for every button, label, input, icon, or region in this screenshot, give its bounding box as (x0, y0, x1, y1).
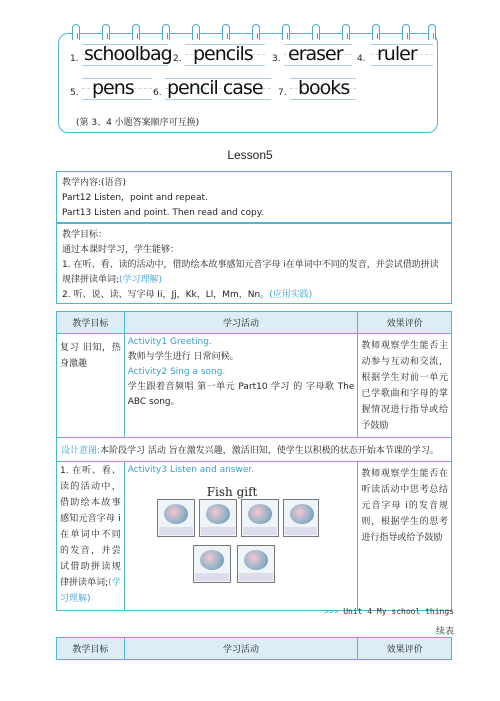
row1-evaluation: 教师观察学生能否主动参与互动和交流，根据学生对前一单元已学歌曲和字母的掌握情况进行指导或给予鼓励 (361, 341, 448, 431)
content-heading: 教学内容:(语音) (62, 178, 127, 188)
vocab-number: 2. (173, 54, 182, 64)
goal-1-cont: 规律拼读单词; (62, 275, 120, 285)
row2-evaluation: 教师观察学生能否在听读活动中思考总结元音字母 i的发音规则，根据学生的思考进行指导或给予鼓励 (361, 469, 448, 543)
activity3-title: Activity3 Listen and answer. (127, 465, 255, 475)
design-intent-text: 本阶段学习 活动 旨在激发兴趣，激活旧知，使学生以积极的状态开始本节课的学习。 (100, 446, 439, 456)
answer-order-note: (第 3、4 小题答案顺序可互换) (76, 118, 200, 128)
vocab-word: schoolbag (84, 43, 172, 65)
row2-goal: 1. 在听、看、读的活动中，借助绘本故事感知元音字母 i在单词中不同的发音，并尝试借助拼读规律拼读单词; (60, 466, 121, 588)
content-part12: Part12 Listen，point and repeat. (62, 193, 208, 203)
vocab-number: 7. (278, 88, 287, 98)
goals-heading: 教学目标： (62, 230, 108, 240)
header-goal: 教学目标 (57, 312, 125, 334)
vocab-number: 4. (357, 54, 366, 64)
lesson-title: Lesson5 (227, 148, 273, 162)
vocab-item (278, 74, 358, 104)
activity1-title: Activity1 Greeting. (127, 337, 212, 347)
activity1-text: 教师与学生进行 日常问候。 (127, 352, 239, 362)
goals-intro: 通过本课时学习，学生能够： (62, 245, 180, 255)
goal-2-tag: (应用实践) (269, 290, 313, 300)
activity-table (56, 311, 452, 611)
row1-goal: 复习 旧知，热身激趣 (60, 343, 121, 369)
row2-goal-tag: (学习理解) (60, 578, 121, 604)
goal-1-tag: (学习理解) (119, 275, 163, 285)
goal-1: 1. 在听、看、读的活动中，借助绘本故事感知元音字母 i在单词中不同的发音，并尝试借助拼读 (62, 260, 439, 270)
vocab-item (173, 40, 268, 70)
vocab-word: pencil case (167, 77, 263, 99)
vocab-number: 1. (70, 54, 79, 64)
goal-2: 2. 听、说、读、写字母 Ii，Jj，Kk，Ll，Mm，Nn。 (62, 290, 270, 300)
vocab-number: 3. (272, 54, 281, 64)
vocab-word: eraser (288, 43, 343, 65)
vocab-item (70, 40, 170, 70)
design-intent-label: 设计意图: (61, 446, 101, 456)
notebook-rings (66, 24, 436, 40)
vocab-item (357, 40, 435, 70)
activity2-text: 学生跟着音频唱 第一单元 Part10 学习 的 字母歌 The ABC song。 (127, 382, 355, 407)
vocab-number: 5. (70, 88, 79, 98)
header-activity: 学习活动 (124, 638, 357, 660)
fish-gift-illustration (157, 485, 317, 610)
header-evaluation: 效果评价 (358, 312, 452, 334)
header-goal: 教学目标 (57, 638, 125, 660)
teaching-goals-panel (56, 223, 452, 304)
vocab-item (272, 40, 352, 70)
fish-gift-title: Fish gift (206, 485, 258, 499)
arrows-icon: >>> (323, 607, 339, 616)
teaching-content-panel (56, 171, 452, 223)
vocab-item (70, 74, 154, 104)
unit-reference (324, 607, 454, 616)
header-evaluation: 效果评价 (358, 638, 452, 660)
vocab-number: 6. (153, 88, 162, 98)
content-part13: Part13 Listen and point. Then read and copy. (62, 208, 264, 218)
continued-label: 续表 (435, 627, 454, 637)
vocab-item (153, 74, 273, 104)
activity2-title: Activity2 Sing a song. (127, 367, 226, 377)
header-activity: 学习活动 (124, 312, 358, 334)
vocab-word: ruler (377, 43, 417, 65)
vocab-word: pens (92, 77, 134, 99)
vocab-word: books (298, 77, 350, 99)
vocab-word: pencils (193, 43, 253, 65)
continued-table (56, 637, 452, 660)
unit-reference-text: Unit 4 My school things (343, 607, 454, 616)
